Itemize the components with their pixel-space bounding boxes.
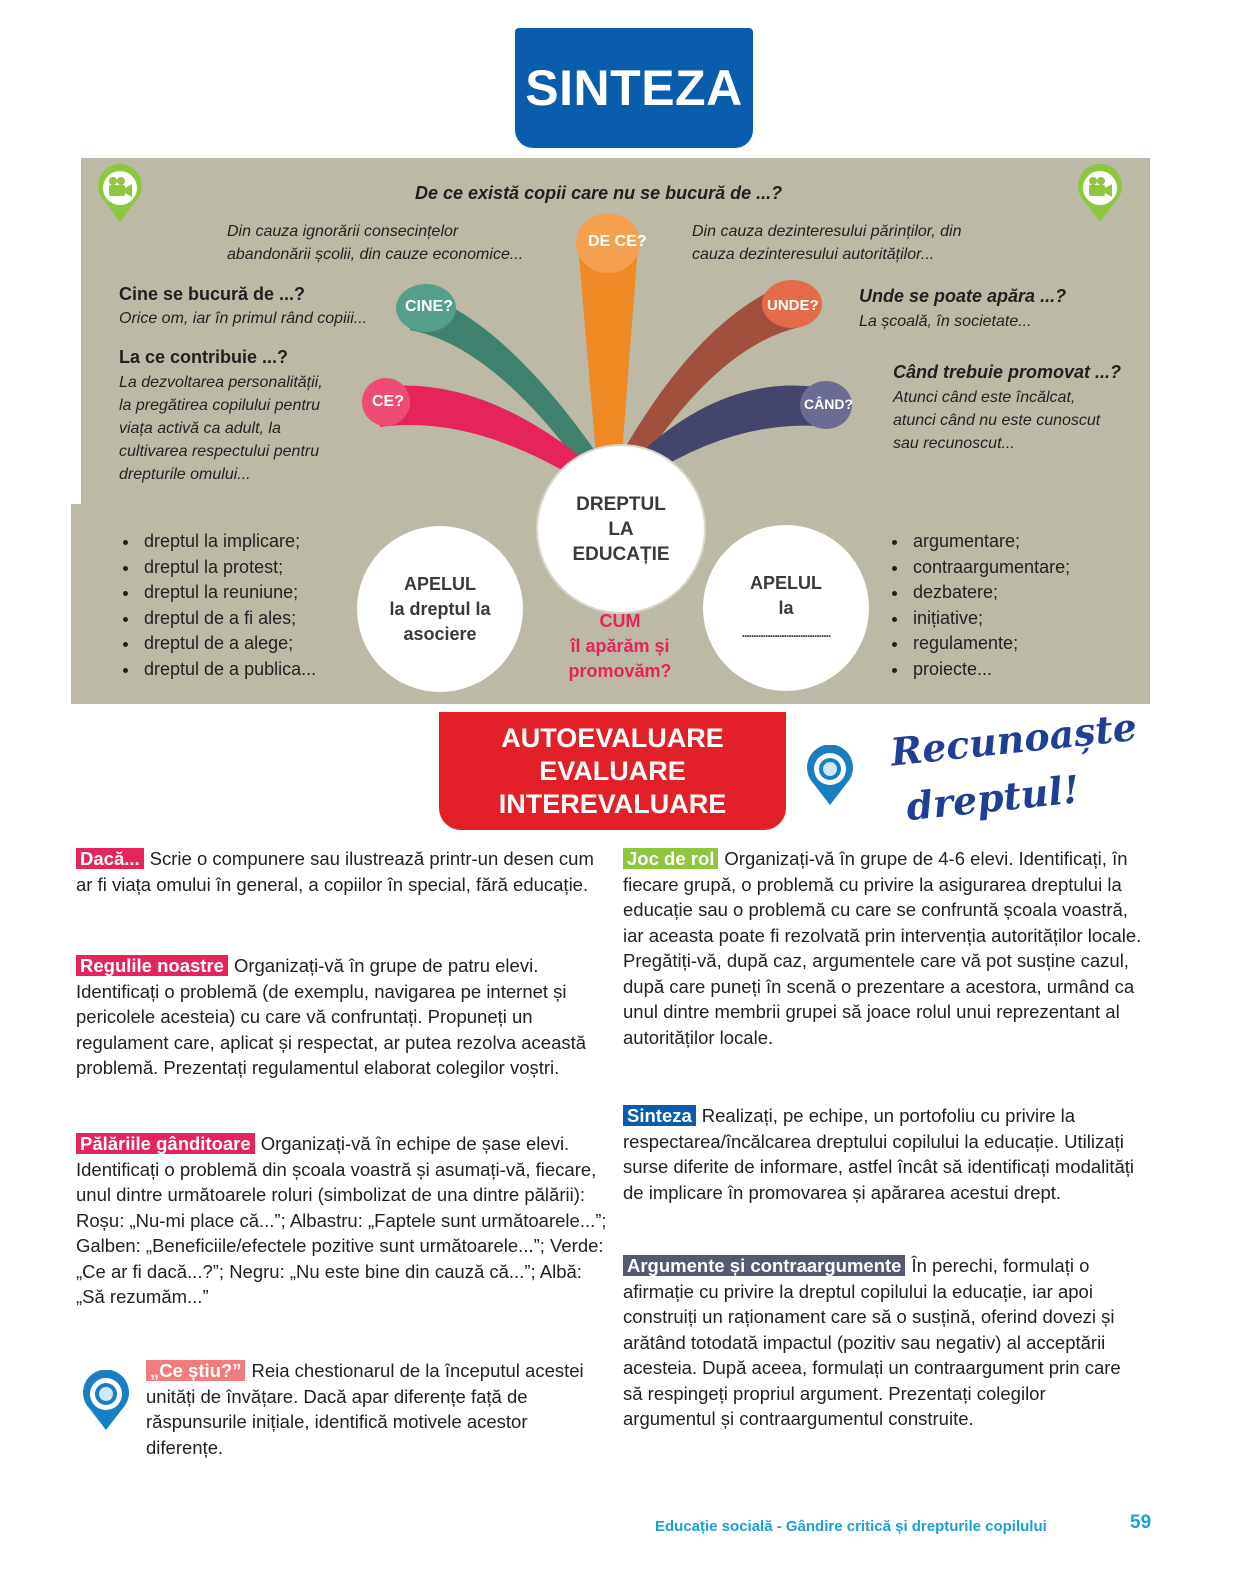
label-cand: CÂND?	[804, 396, 853, 412]
tag-daca: Dacă...	[76, 848, 144, 869]
cand-answer: Atunci când este încălcat, atunci când nu este cunoscut sau recunoscut...	[893, 389, 1101, 452]
tag-sinteza: Sinteza	[623, 1105, 696, 1126]
task-palariile: Pălăriile gânditoare Organizați-vă în echipe de șase elevi. Identificați o problemă din școala voastră și asumați-vă, fiecare, unul dintre următoarele roluri (simbolizat de una dintre pălării): Roșu: „Nu-mi place că...”; Albastru: „Faptele sunt următoarele...”; Galben: „Beneficiile/efectele pozitive sunt următoarele...”; Verde: „Ce ar fi dacă...?”; Negru: „Nu este bine din cauză că...”; Albă: „Să rezumăm...”	[76, 1133, 607, 1307]
footer-title: Educație socială - Gândire critică și drepturile copilului	[655, 1518, 1047, 1535]
cum-text: CUM îl apărăm și promovăm?	[568, 611, 672, 681]
left-rights-list: • dreptul la implicare; • dreptul la protest; • dreptul la reuniune; • dreptul de a fi ales; • dreptul de a alege; • dreptul de a publica...	[118, 529, 316, 682]
location-pin-icon[interactable]	[804, 745, 856, 807]
tag-joc-de-rol: Joc de rol	[623, 848, 718, 869]
cine-answer: Orice om, iar în primul rând copiii...	[119, 310, 368, 327]
tag-palariile: Pălăriile gânditoare	[76, 1133, 255, 1154]
task-sinteza: Sinteza Realizați, pe echipe, un portofoliu cu privire la respectarea/încălcarea dreptului copilului la educație. Utilizați surse diferite de informare, astfel încât să identificați modalități de implicare în promovarea și apărarea acestui drept.	[623, 1105, 1135, 1203]
unde-question: Unde se poate apăra ...?	[859, 286, 1067, 306]
unde-answer: La școală, în societate...	[859, 313, 1032, 330]
page-number: 59	[1130, 1512, 1152, 1533]
page-title: SINTEZA	[515, 28, 753, 148]
right-methods-list: • argumentare; • contraargumentare; • dezbatere; • inițiative; • regulamente; • proiecte...	[887, 529, 1070, 682]
video-pin-icon[interactable]	[1075, 164, 1125, 224]
tag-argumente: Argumente și contraargumente	[623, 1255, 905, 1276]
label-unde: UNDE?	[767, 297, 819, 314]
label-de-ce: DE CE?	[588, 233, 647, 250]
task-daca: Dacă... Scrie o compunere sau ilustrează printr-un desen cum ar fi viața omului în general, a copiilor în special, fără educație.	[76, 848, 594, 895]
recunoaste-dreptul-heading: Recunoaște dreptul!	[888, 703, 1139, 830]
cand-question: Când trebuie promovat ...?	[893, 362, 1122, 382]
ce-answer: La dezvoltarea personalității, la pregătirea copilului pentru viața activă ca adult, la cultivarea respectului pentru drepturile omului...	[119, 374, 323, 483]
tag-regulile: Regulile noastre	[76, 955, 228, 976]
label-ce: CE?	[372, 393, 404, 410]
apel-right-bubble: APELUL la ......................................	[703, 525, 869, 691]
evaluation-banner: AUTOEVALUARE EVALUARE INTEREVALUARE	[439, 712, 786, 830]
panel-notch	[71, 158, 81, 504]
center-bubble: DREPTUL LA EDUCAȚIE	[538, 446, 704, 612]
video-pin-icon[interactable]	[95, 164, 145, 224]
top-question: De ce există copii care nu se bucură de ...?	[415, 183, 783, 203]
cine-question: Cine se bucură de ...?	[119, 284, 306, 304]
top-left-answer: Din cauza ignorării consecințelor abandonării școlii, din cauze economice...	[227, 223, 524, 263]
label-cine: CINE?	[405, 298, 453, 315]
top-right-answer: Din cauza dezinteresului părinților, din cauza dezinteresului autorităților...	[692, 223, 962, 263]
location-pin-icon[interactable]	[80, 1370, 132, 1432]
task-joc-de-rol: Joc de rol Organizați-vă în grupe de 4-6 elevi. Identificați, în fiecare grupă, o problemă cu privire la asigurarea dreptului la educație sau o problemă cu care se confruntă școala voastră, iar aceasta poate fi rezolvată prin intervenția autorităților locale. Pregătiți-vă, după caz, argumentele care vă pot susține cazul, după care puneți în scenă o prezentare a acestora, urmând ca unul dintre membrii grupei să joace rolul unui reprezentant al autorităților locale.	[623, 848, 1142, 1048]
apel-left-bubble: APELUL la dreptul la asociere	[357, 526, 523, 692]
ce-question: La ce contribuie ...?	[119, 347, 289, 367]
task-regulile-noastre: Regulile noastre Organizați-vă în grupe de patru elevi. Identificați o problemă (de exemplu, navigarea pe internet și pericolele acesteia) cu care vă confruntați. Propuneți un regulament care, aplicat și respectat, ar putea rezolva această problemă. Prezentați regulamentul elaborat colegilor voștri.	[76, 955, 587, 1078]
task-ce-stiu: „Ce știu?” Reia chestionarul de la începutul acestei unități de învățare. Dacă apar diferențe față de răspunsurile inițiale, identifică motivele acestor diferențe.	[146, 1360, 584, 1458]
task-argumente: Argumente și contraargumente În perechi, formulați o afirmație cu privire la dreptul copilului la educație, iar apoi construiți un raționament care să o susțină, oferind dovezi și arătând totodată impactul (pozitiv sau negativ) al acceptării acesteia. După aceea, formulați un contraargument prin care să respingeți propriul argument. Prezentați colegilor argumentul și contraargumentul construite.	[623, 1255, 1121, 1429]
tag-ce-stiu: „Ce știu?”	[146, 1360, 245, 1381]
